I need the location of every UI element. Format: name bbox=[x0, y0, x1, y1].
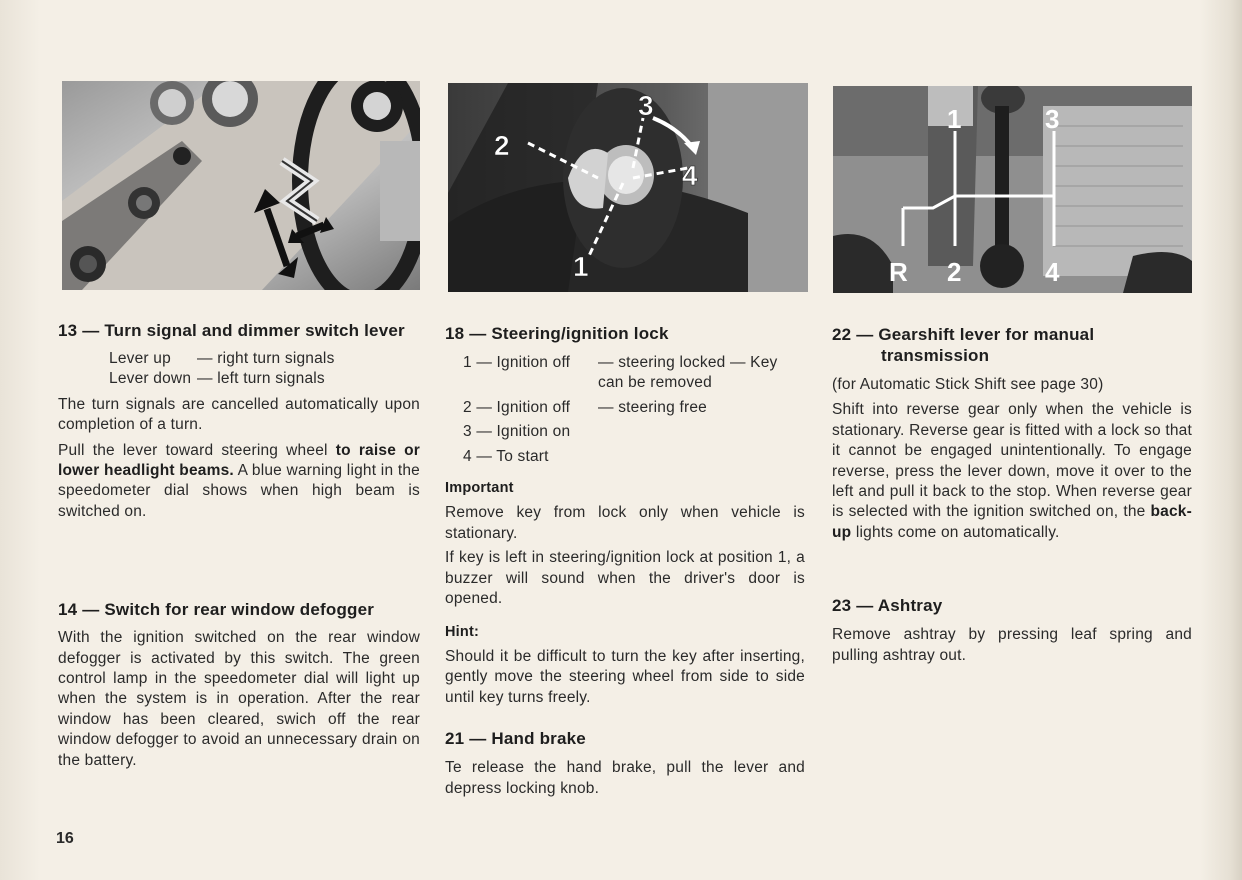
list-item bbox=[463, 398, 805, 418]
list-item bbox=[463, 422, 805, 442]
ignition-label-1: 1 bbox=[573, 251, 589, 282]
section-22-heading bbox=[832, 324, 1192, 366]
text-run: lights come on automatically. bbox=[851, 523, 1060, 541]
important-label: Important bbox=[445, 480, 514, 497]
section-22-paragraph bbox=[832, 400, 1192, 543]
row-value: — left turn signals bbox=[197, 370, 325, 388]
turn-signal-row bbox=[109, 369, 420, 389]
ignition-label-2: 2 bbox=[494, 130, 510, 161]
bold-text: to raise or lower headlight beams. bbox=[58, 441, 420, 480]
heading-line-2: transmission bbox=[881, 346, 990, 365]
gear-label-2: 2 bbox=[947, 257, 962, 287]
row-value: — right turn signals bbox=[197, 350, 335, 367]
text-run: A blue warning light in the speedometer dial shows when high beam is switched on. bbox=[58, 462, 420, 520]
ignition-label-3: 3 bbox=[638, 90, 654, 121]
column-left bbox=[58, 320, 420, 771]
position-label: 3 — Ignition on bbox=[463, 423, 571, 441]
position-label: 4 — To start bbox=[463, 447, 549, 465]
section-14-heading: 14 — Switch for rear window defogger bbox=[58, 600, 375, 620]
turn-signal-lever-photo bbox=[62, 81, 420, 290]
section-21-heading: 21 — Hand brake bbox=[445, 729, 586, 749]
text-run: Pull the lever toward steering wheel bbox=[58, 441, 336, 459]
section-23-paragraph: Remove ashtray by pressing leaf spring and pulling ashtray out. bbox=[832, 626, 1192, 664]
position-label: 1 — Ignition off bbox=[463, 354, 571, 371]
heading-line-1: Gearshift lever for manual bbox=[878, 325, 1095, 344]
column-right bbox=[832, 324, 1192, 666]
gear-label-4: 4 bbox=[1045, 257, 1060, 287]
ignition-label-4: 4 bbox=[682, 160, 698, 191]
section-13-heading: 13 — Turn signal and dimmer switch lever bbox=[58, 321, 405, 340]
page-number: 16 bbox=[56, 830, 74, 847]
important-paragraph-1: Remove key from lock only when vehicle is stationary. bbox=[445, 504, 805, 542]
turn-signal-table bbox=[109, 349, 420, 390]
list-item bbox=[463, 353, 805, 394]
hint-paragraph: Should it be difficult to turn the key after inserting, gently move the steering wheel from side to side until key turns freely. bbox=[445, 647, 805, 706]
row-label: Lever down bbox=[109, 370, 192, 388]
important-paragraph-2: If key is left in steering/ignition lock at position 1, a buzzer will sound when the driver's door is opened. bbox=[445, 549, 805, 608]
section-13-paragraph-1: The turn signals are cancelled automatically upon completion of a turn. bbox=[58, 395, 420, 434]
row-label: Lever up bbox=[109, 350, 171, 367]
position-label: 2 — Ignition off bbox=[463, 398, 571, 416]
ignition-positions-list bbox=[463, 353, 805, 467]
section-18-heading: 18 — Steering/ignition lock bbox=[445, 324, 669, 343]
gear-label-3: 3 bbox=[1045, 104, 1060, 134]
section-22-note: (for Automatic Stick Shift see page 30) bbox=[832, 376, 1104, 393]
hint-label: Hint: bbox=[445, 624, 480, 641]
text-run: Shift into reverse gear only when the vehicle is stationary. Reverse gear is fitted with a lock so that it cannot be engaged unintentionally. To engage reverse, press the lever down, move it over to the left and pull it back to the stop. When reverse gear is selected with the ignition switched on, the bbox=[832, 401, 1192, 521]
position-description: — steering locked — Key can be removed bbox=[598, 354, 778, 392]
gear-label-r: R bbox=[889, 257, 908, 287]
position-description: — steering free bbox=[598, 398, 707, 416]
section-21-paragraph: Te release the hand brake, pull the lever and depress locking knob. bbox=[445, 759, 805, 797]
turn-signal-row bbox=[109, 349, 420, 369]
gear-label-1: 1 bbox=[947, 104, 962, 134]
section-14-paragraph: With the ignition switched on the rear window defogger is activated by this switch. The green control lamp in the speedometer dial will light up when the system is in operation. After the rear window has been cleared, swich off the rear window defogger to avoid an unnecessary drain on the battery. bbox=[58, 629, 420, 769]
list-item bbox=[463, 447, 805, 467]
bold-text: back-up bbox=[832, 503, 1192, 541]
section-13-paragraph-2 bbox=[58, 441, 420, 523]
heading-number: 22 — bbox=[832, 325, 879, 344]
section-23-heading: 23 — Ashtray bbox=[832, 596, 943, 616]
ignition-lock-photo bbox=[448, 83, 808, 292]
gearshift-photo bbox=[833, 86, 1192, 293]
column-middle bbox=[445, 323, 805, 799]
